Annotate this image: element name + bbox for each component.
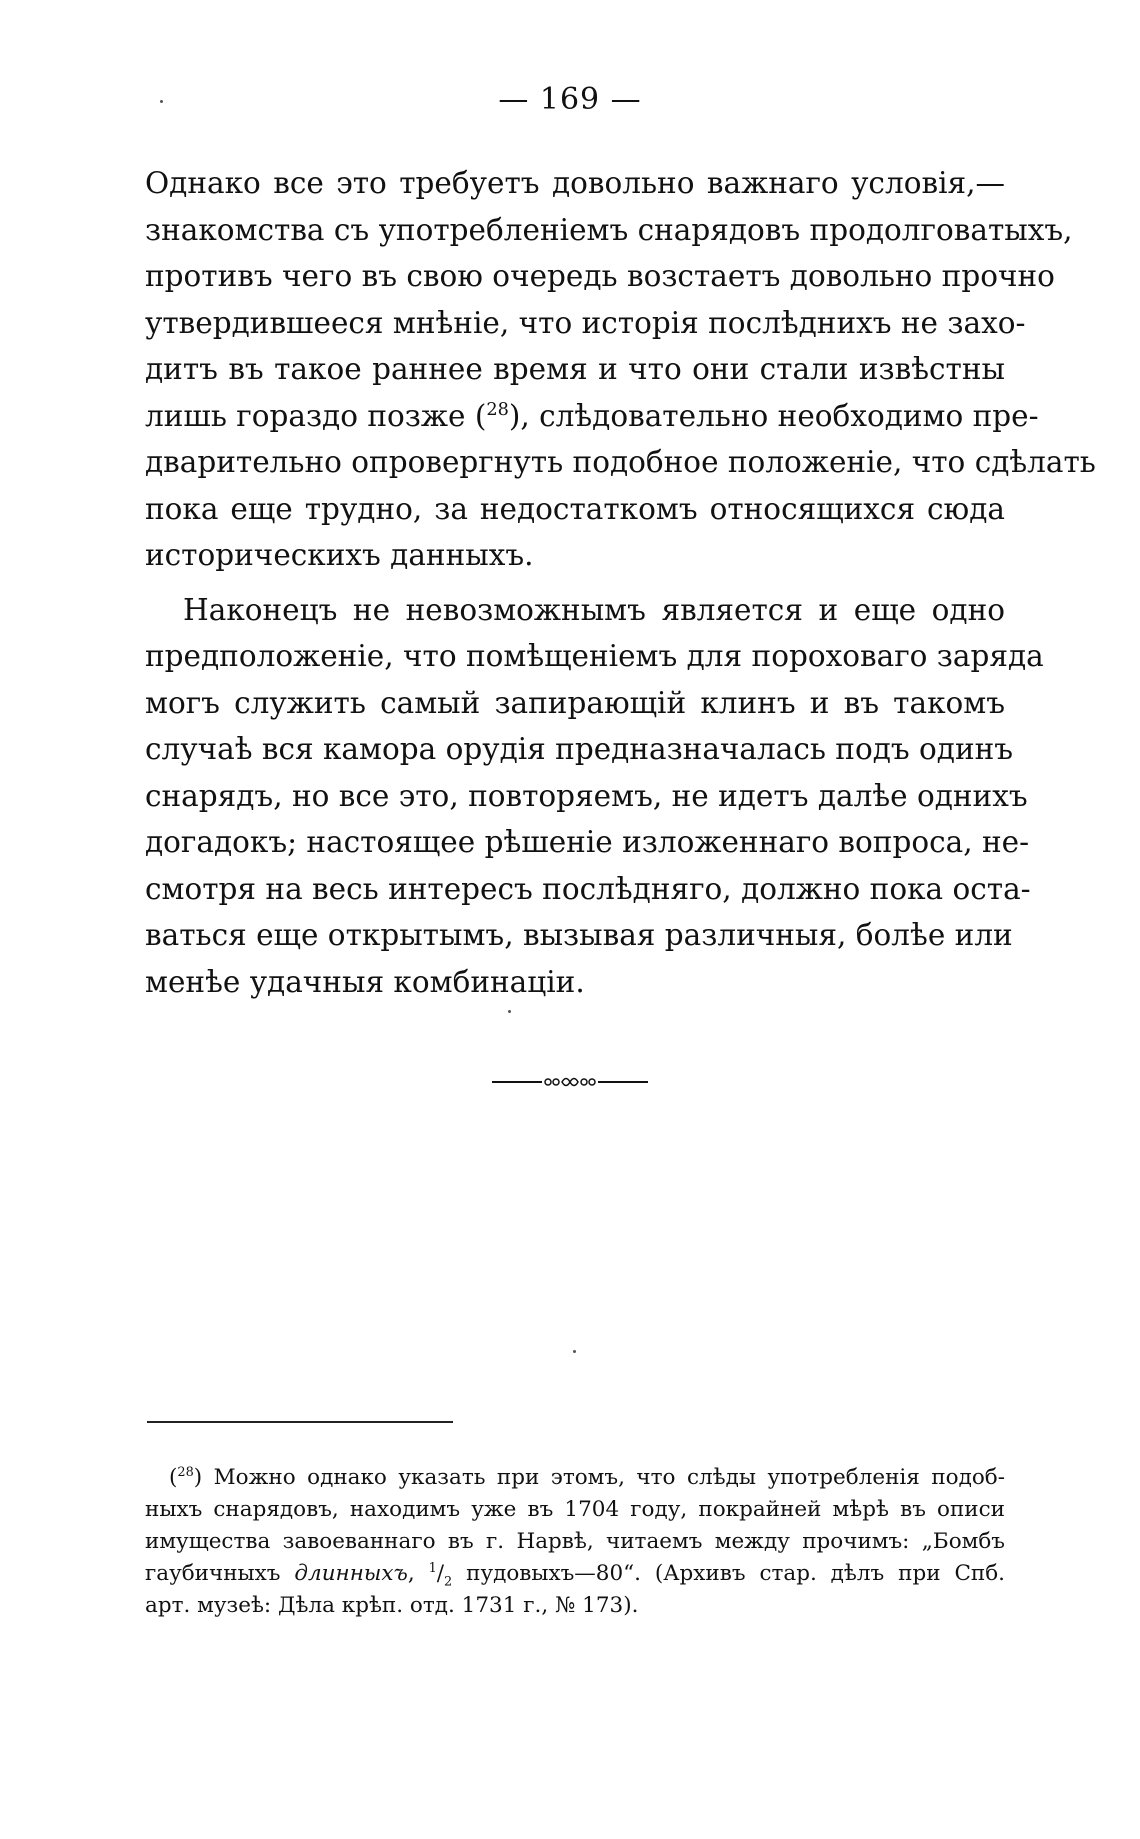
text-line: снарядъ, но все это, повторяемъ, не идетъ далѣе однихъ: [145, 778, 1028, 813]
text-span: ), слѣдовательно необходимо пре-: [508, 398, 1039, 433]
text-line: случаѣ вся камора орудія предназначалась подъ одинъ: [145, 732, 1014, 766]
fraction-slash: /: [436, 1561, 445, 1586]
footnote-line: арт. музеѣ: Дѣла крѣп. отд. 1731 г., № 173).: [145, 1593, 639, 1618]
text-line: противъ чего въ свою очередь возстаетъ довольно прочно: [145, 259, 1055, 293]
page-number: — 169 —: [498, 82, 642, 117]
text-line: Наконецъ не невозможнымъ является и еще одно: [183, 592, 1005, 627]
text-line: Однако все это требуетъ довольно важнаго условія,—: [145, 166, 1005, 200]
text-line: могъ служить самый запирающій клинъ и въ такомъ: [145, 685, 1005, 720]
body-text: [145, 160, 1096, 1005]
footnote-line: ($^{28}$) Можно однако указать при этомъ, что слѣды употребленія подоб-: [169, 1464, 1005, 1490]
text-line: историческихъ данныхъ.: [145, 538, 534, 572]
text-span: ,: [407, 1561, 429, 1586]
italic-word: длинныхъ: [294, 1561, 408, 1586]
paragraph-1: [145, 160, 1096, 579]
footnote: [145, 1462, 1005, 1622]
text-span: пудовыхъ—80“. (Архивъ стар. дѣлъ при Спб.: [452, 1561, 1005, 1586]
text-line: догадокъ; настоящее рѣшеніе изложеннаго вопроса, не-: [145, 825, 1030, 859]
text-line: ваться еще открытымъ, вызывая различныя, болѣе или: [145, 918, 1013, 952]
ink-speck: [160, 100, 163, 103]
fraction-denominator: 2: [444, 1574, 453, 1590]
paragraph-2: [145, 587, 1044, 1006]
ink-speck: [508, 1010, 511, 1013]
footnote-reference: 28: [486, 399, 509, 420]
text-span: ) Можно однако указать при этомъ, что слѣды употребленія подоб-: [193, 1465, 1005, 1490]
footnote-marker: 28: [177, 1464, 194, 1480]
text-line: утвердившееся мнѣніе, что исторія послѣднихъ не захо-: [145, 305, 1026, 340]
footnote-separator: [147, 1421, 453, 1423]
text-line: пока еще трудно, за недостаткомъ относящихся сюда: [145, 491, 1005, 526]
text-line: дитъ въ такое раннее время и что они стали извѣстны: [145, 352, 1005, 386]
footnote-line: ныхъ снарядовъ, находимъ уже въ 1704 году, покрайней мѣрѣ въ описи: [145, 1497, 1005, 1522]
text-span: гаубичныхъ: [145, 1561, 295, 1586]
text-line: [145, 393, 1039, 440]
text-line: знакомства съ употребленіемъ снарядовъ продолговатыхъ,: [145, 212, 1073, 247]
text-line: предположеніе, что помѣщеніемъ для пороховаго заряда: [145, 639, 1044, 673]
footnote-line: имущества завоеваннаго въ г. Нарвѣ, читаемъ между прочимъ: „Бомбъ: [145, 1529, 1005, 1554]
ink-speck: [573, 1350, 576, 1353]
fraction-numerator: 1: [428, 1560, 437, 1576]
text-span: лишь гораздо позже (: [145, 398, 487, 433]
text-line: смотря на весь интересъ послѣдняго, должно пока оста-: [145, 871, 1031, 906]
section-divider-ornament: [490, 1072, 650, 1092]
footnote-line: [145, 1558, 1005, 1590]
text-line: дварительно опровергнуть подобное положеніе, что сдѣлать: [145, 445, 1096, 479]
text-line: менѣе удачныя комбинаціи.: [145, 964, 585, 999]
